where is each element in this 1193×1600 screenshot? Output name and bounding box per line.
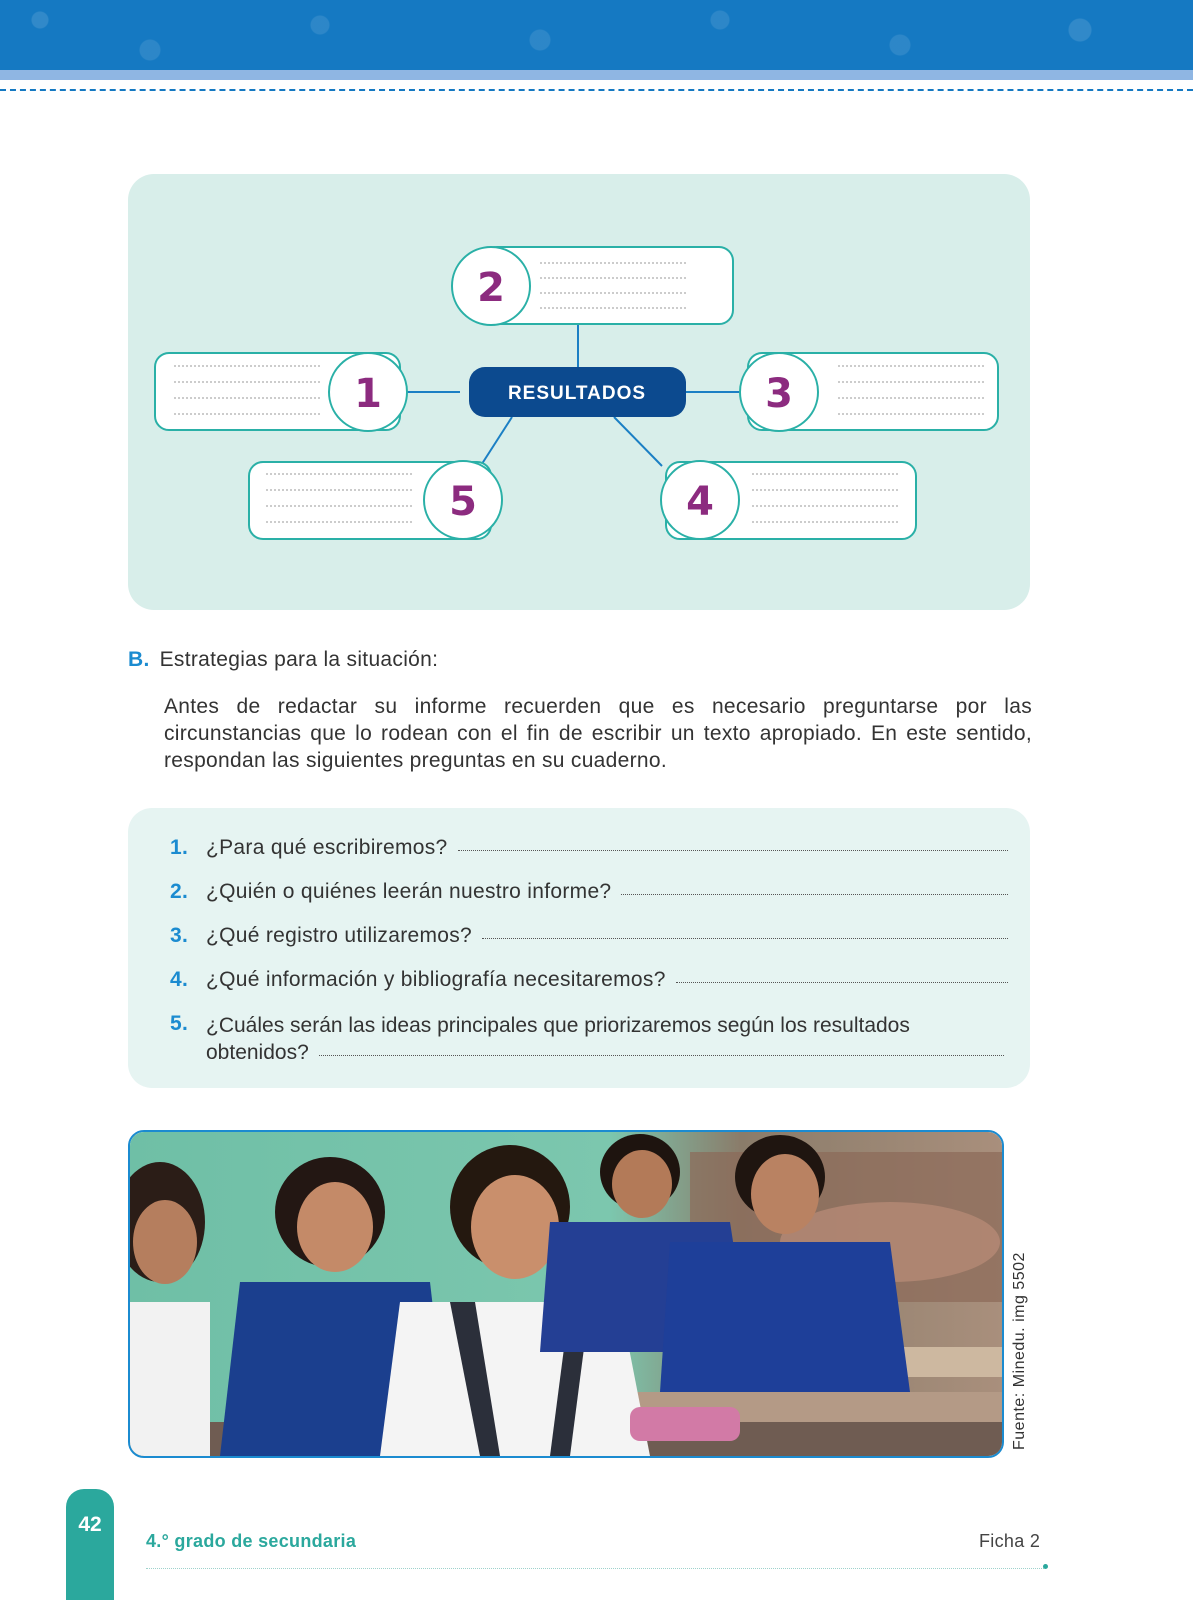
question-text: ¿Para qué escribiremos?: [206, 836, 448, 859]
answer-line-5[interactable]: [319, 1055, 1004, 1056]
diagram-node-5: [249, 461, 502, 539]
question-number: 3.: [170, 924, 189, 947]
question-5: [206, 1012, 1004, 1066]
question-text-line-2: obtenidos?: [206, 1041, 309, 1064]
section-title: Estrategias para la situación:: [159, 648, 439, 671]
diagram-node-1: [155, 353, 407, 431]
footer-dot: [1043, 1564, 1048, 1569]
question-number: 1.: [170, 836, 189, 859]
node-number-5: 5: [449, 479, 477, 525]
footer-ficha: Ficha 2: [979, 1531, 1041, 1551]
question-3: [170, 924, 1008, 948]
header-dashed-divider: [0, 89, 1193, 91]
footer-grade: 4.° grado de secundaria: [146, 1531, 357, 1551]
diagram-node-2: [452, 247, 733, 325]
question-2: [170, 880, 1008, 904]
footer-dotted-line: [146, 1568, 1044, 1569]
results-diagram-panel: [128, 174, 1030, 610]
answer-line-1[interactable]: [458, 850, 1009, 851]
section-b-heading: [128, 648, 438, 672]
photo-source-credit: Fuente: Minedu. img 5502: [1011, 1252, 1028, 1450]
node-number-2: 2: [477, 265, 505, 311]
page-number-tab: [66, 1489, 114, 1600]
question-1: [170, 836, 1008, 860]
node-number-1: 1: [354, 371, 382, 417]
answer-line-4[interactable]: [676, 982, 1008, 983]
node-number-4: 4: [686, 479, 714, 525]
questions-box: [128, 808, 1030, 1088]
connector-5: [478, 417, 512, 470]
header-decorative-band: [0, 0, 1193, 70]
question-text-line-1: ¿Cuáles serán las ideas principales que priorizaremos según los resultados: [206, 1014, 910, 1037]
section-b-paragraph: Antes de redactar su informe recuerden que es necesario preguntarse por las circunstancias que lo rodean con el fin de escribir un texto apropiado. En este sentido, respondan las siguientes preguntas en su cuaderno.: [164, 695, 1032, 772]
diagram-node-4: [661, 461, 916, 539]
question-number: 5.: [170, 1012, 189, 1035]
question-4: [170, 968, 1008, 992]
page-number: 42: [78, 1513, 102, 1536]
classroom-photo: [128, 1130, 1004, 1458]
center-label: RESULTADOS: [507, 383, 647, 404]
header-decorative-stripe: [0, 70, 1193, 80]
question-text: ¿Qué registro utilizaremos?: [206, 924, 473, 947]
question-number: 4.: [170, 968, 189, 991]
classroom-photo-image: [130, 1132, 1002, 1456]
answer-line-3[interactable]: [482, 938, 1008, 939]
question-text: ¿Qué información y bibliografía necesitaremos?: [206, 968, 666, 991]
diagram-center-node: [469, 367, 686, 417]
section-letter: B.: [128, 648, 150, 671]
answer-line-2[interactable]: [621, 894, 1008, 895]
diagram-node-3: [740, 353, 998, 431]
connector-4: [614, 417, 662, 466]
question-number: 2.: [170, 880, 189, 903]
node-number-3: 3: [765, 371, 793, 417]
results-diagram: [128, 174, 1030, 610]
question-5-number-row: [170, 1012, 206, 1036]
question-text: ¿Quién o quiénes leerán nuestro informe?: [206, 880, 612, 903]
